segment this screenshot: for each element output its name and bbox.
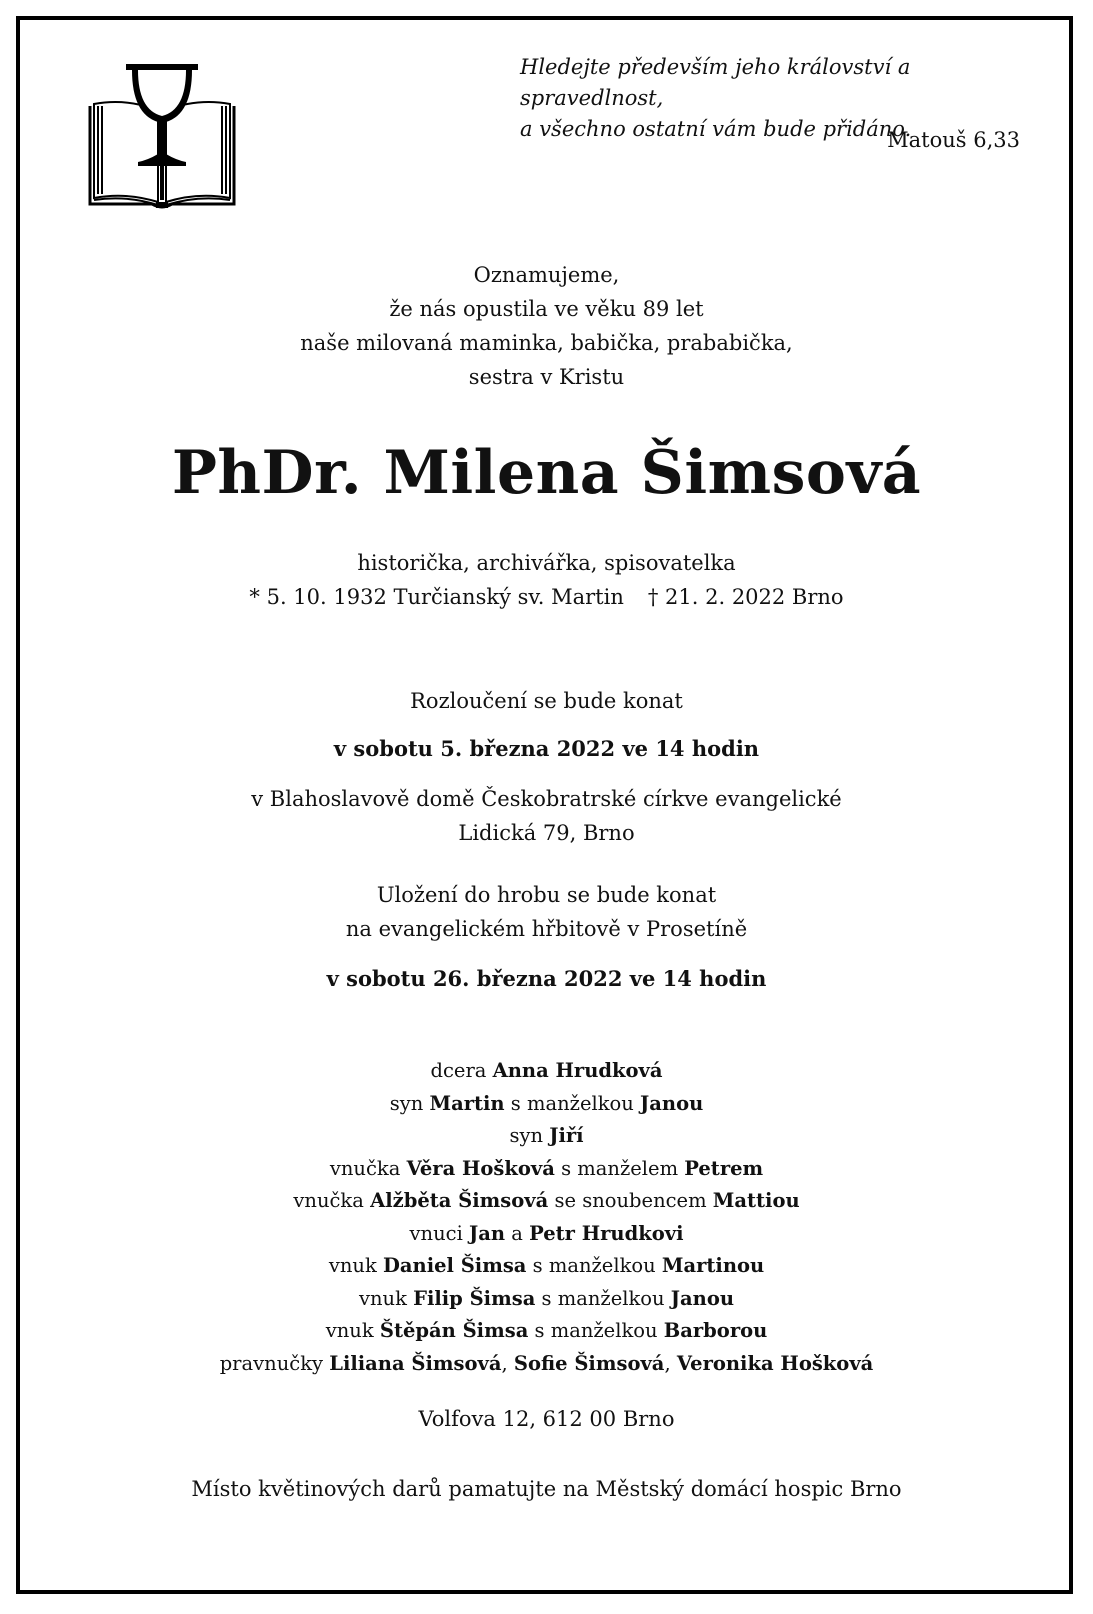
relative-line: [20, 1055, 1073, 1088]
relative-name: Anna Hrudková: [492, 1059, 663, 1082]
life-dates: [20, 580, 1073, 614]
relative-name: Petrem: [684, 1156, 764, 1180]
relative-text: syn: [389, 1091, 430, 1115]
relative-text: ,: [501, 1351, 514, 1375]
farewell-place: [20, 782, 1073, 850]
relative-name: Štěpán Šimsa: [379, 1319, 529, 1342]
flowers-note: Místo květinových darů pamatujte na Městský domácí hospic Brno: [191, 1477, 902, 1501]
relative-line: [20, 1088, 1073, 1121]
relative-text: se snoubencem: [548, 1189, 713, 1212]
relative-name: Janou: [640, 1091, 704, 1115]
relative-name: Liliana Šimsová: [329, 1351, 502, 1375]
verse-line: Hledejte především jeho království a spravedlnost,: [520, 55, 911, 110]
relative-text: s manželkou: [526, 1254, 662, 1277]
burial-info: [20, 878, 1073, 946]
announcement-line: sestra v Kristu: [468, 365, 625, 389]
burial-datetime: v sobotu 26. března 2022 ve 14 hodin: [326, 966, 767, 991]
relative-line: [20, 1348, 1073, 1381]
relative-text: a: [505, 1221, 530, 1245]
relatives-list: [20, 1055, 1073, 1380]
farewell-intro: Rozloučení se bude konat: [410, 689, 683, 713]
relative-text: vnučka: [293, 1189, 371, 1212]
farewell-place-line: Lidická 79, Brno: [458, 821, 635, 845]
farewell-place-line: v Blahoslavově domě Českobratrské církve evangelické: [251, 787, 842, 811]
burial-intro: Uložení do hrobu se bude konat: [376, 883, 717, 907]
address-wrap: [20, 1402, 1073, 1436]
relative-name: Janou: [670, 1286, 735, 1310]
relative-text: ,: [664, 1351, 677, 1375]
deceased-details: [20, 546, 1073, 614]
address: Volfova 12, 612 00 Brno: [418, 1407, 675, 1431]
relative-name: Daniel Šimsa: [382, 1254, 527, 1277]
relative-name: Jiří: [549, 1124, 584, 1147]
relative-name: Veronika Hošková: [676, 1351, 874, 1375]
relative-text: pravnučky: [219, 1351, 330, 1375]
relative-name: Věra Hošková: [406, 1156, 555, 1180]
relative-line: [20, 1153, 1073, 1186]
relative-text: dcera: [430, 1059, 493, 1082]
announcement: [20, 258, 1073, 394]
relative-line: [20, 1315, 1073, 1348]
verse-line: a všechno ostatní vám bude přidáno.: [520, 117, 912, 141]
relative-line: [20, 1120, 1073, 1153]
birth-date: * 5. 10. 1932 Turčianský sv. Martin: [249, 585, 624, 609]
relative-text: s manželkou: [528, 1319, 664, 1342]
relative-name: Alžběta Šimsová: [370, 1189, 549, 1212]
relative-text: vnučka: [329, 1156, 407, 1180]
relative-text: vnuk: [328, 1254, 383, 1277]
death-date: † 21. 2. 2022 Brno: [647, 585, 844, 609]
announcement-line: že nás opustila ve věku 89 let: [389, 297, 704, 321]
relative-text: syn: [509, 1124, 550, 1147]
relative-name: Filip Šimsa: [413, 1286, 536, 1310]
relative-text: s manželkou: [535, 1286, 671, 1310]
profession: historička, archivářka, spisovatelka: [357, 551, 736, 575]
farewell-datetime: v sobotu 5. března 2022 ve 14 hodin: [333, 736, 760, 761]
relative-line: [20, 1250, 1073, 1283]
relative-name: Jan: [469, 1221, 506, 1245]
chalice-book-icon: [86, 62, 238, 214]
relative-line: [20, 1283, 1073, 1316]
relative-name: Martin: [429, 1091, 505, 1115]
relative-text: s manželem: [554, 1156, 685, 1180]
relative-name: Mattiou: [712, 1189, 800, 1212]
farewell-datetime-wrap: [20, 732, 1073, 766]
burial-intro: na evangelickém hřbitově v Prosetíně: [345, 917, 748, 941]
relative-text: vnuk: [325, 1319, 380, 1342]
relative-line: [20, 1218, 1073, 1251]
flowers-note-wrap: [20, 1472, 1073, 1506]
announcement-line: Oznamujeme,: [473, 263, 620, 287]
relative-text: vnuci: [409, 1221, 470, 1245]
relative-text: vnuk: [358, 1286, 414, 1310]
burial-datetime-wrap: [20, 962, 1073, 996]
relative-name: Sofie Šimsová: [513, 1351, 665, 1375]
relative-name: Petr Hrudkovi: [529, 1221, 684, 1245]
deceased-name: PhDr. Milena Šimsová: [171, 438, 922, 508]
verse-reference: Matouš 6,33: [887, 128, 1020, 152]
relative-line: [20, 1185, 1073, 1218]
relative-name: Barborou: [663, 1319, 768, 1342]
farewell-info: [20, 684, 1073, 718]
relative-name: Martinou: [661, 1254, 765, 1277]
announcement-line: naše milovaná maminka, babička, prababička,: [300, 331, 793, 355]
relative-text: s manželkou: [504, 1091, 641, 1115]
